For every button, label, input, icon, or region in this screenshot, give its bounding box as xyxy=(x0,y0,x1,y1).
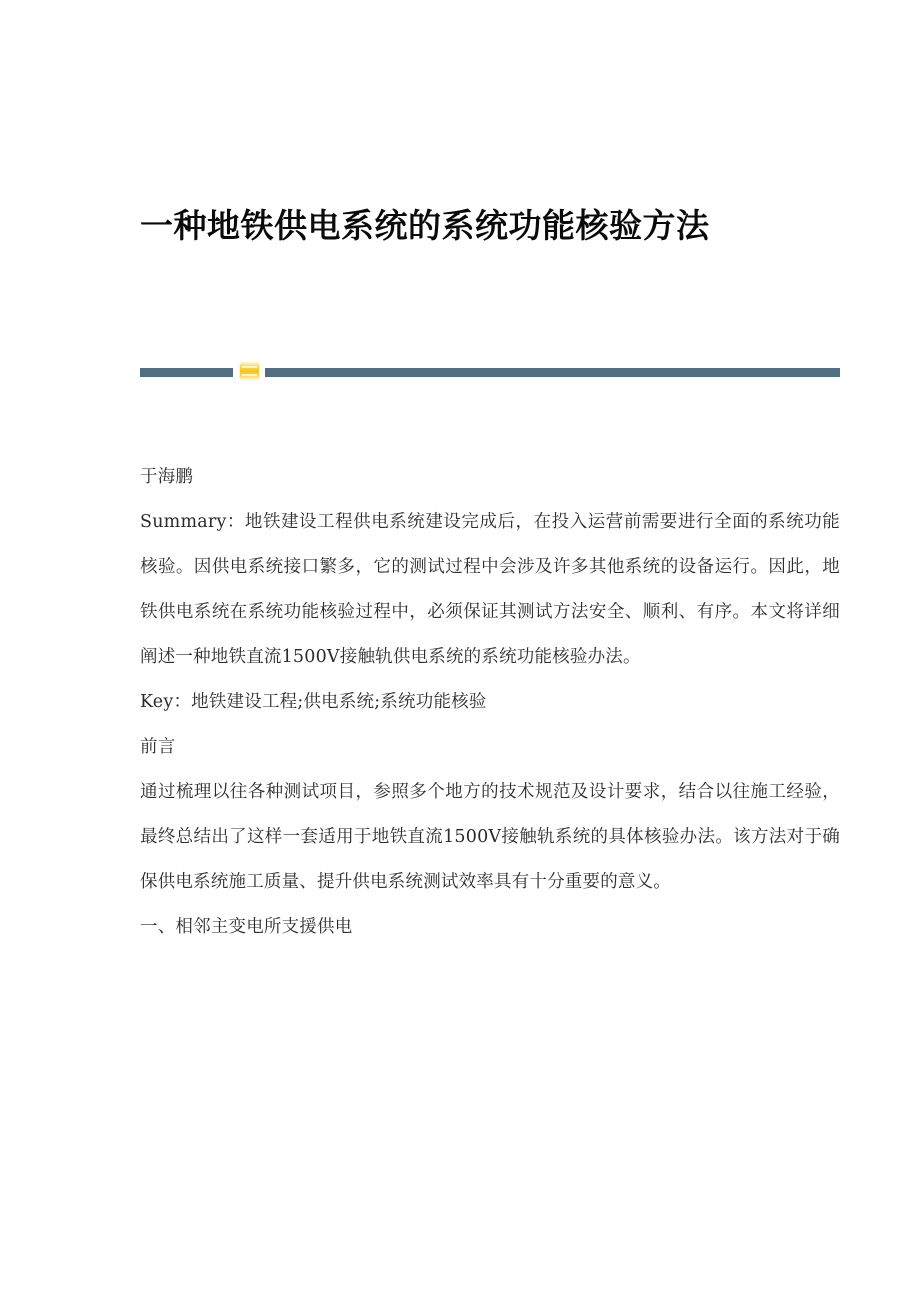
section-heading-preface: 前言 xyxy=(140,737,176,758)
document-body xyxy=(140,455,840,950)
document-content-column xyxy=(140,0,840,950)
divider-bar-right xyxy=(265,368,840,377)
page-title: 一种地铁供电系统的系统功能核验方法 xyxy=(140,206,710,245)
keywords-line: Key：地铁建设工程;供电系统;系统功能核验 xyxy=(140,692,487,713)
ornamental-divider xyxy=(140,363,840,379)
divider-bar-left xyxy=(140,368,233,377)
author-name: 于海鹏 xyxy=(140,467,194,488)
summary-paragraph: Summary：地铁建设工程供电系统建设完成后，在投入运营前需要进行全面的系统功能核验。因供电系统接口繁多，它的测试过程中会涉及许多其他系统的设备运行。因此，地铁供电系统在系统功能核验过程中，必须保证其测试方法安全、顺利、有序。本文将详细阐述一种地铁直流1500V接触轨供电系统的系统功能核验办法。 xyxy=(140,512,840,668)
gold-gem-icon xyxy=(240,363,259,379)
section-heading-one: 一、相邻主变电所支援供电 xyxy=(140,917,353,938)
section-body-preface: 通过梳理以往各种测试项目，参照多个地方的技术规范及设计要求，结合以往施工经验，最终总结出了这样一套适用于地铁直流1500V接触轨系统的具体核验办法。该方法对于确保供电系统施工质量、提升供电系统测试效率具有十分重要的意义。 xyxy=(140,782,840,893)
